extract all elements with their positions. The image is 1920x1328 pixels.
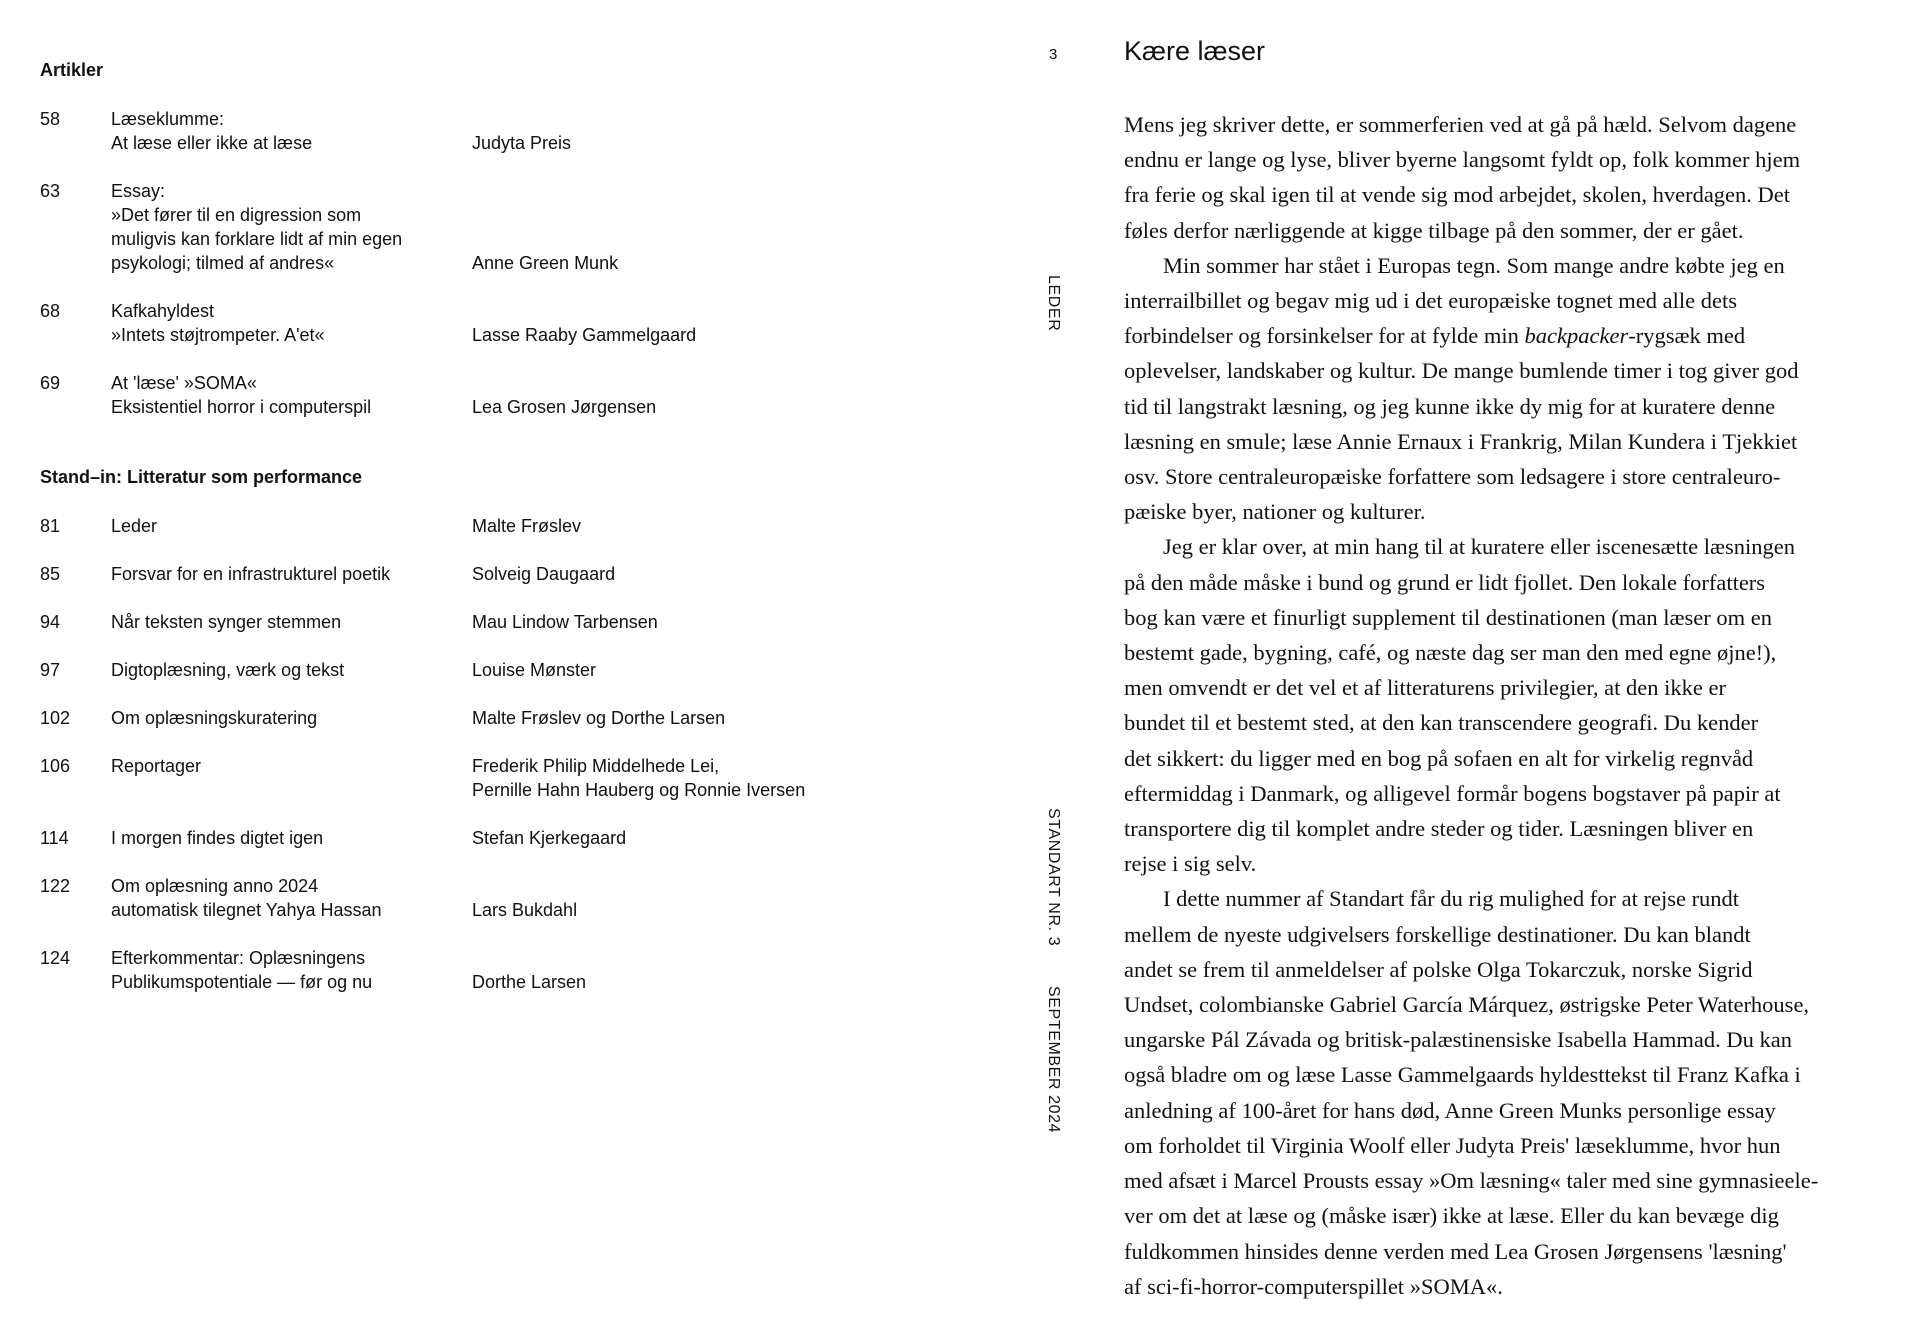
text-line: Jeg er klar over, at min hang til at kuratere eller iscenesætte læsningen bbox=[1163, 534, 1796, 560]
toc-title-line: Digtoplæsning, værk og tekst bbox=[111, 660, 345, 680]
toc-title-line: psykologi; tilmed af andres« bbox=[111, 253, 335, 273]
toc-title-line: I morgen findes digtet igen bbox=[111, 828, 324, 848]
toc-page-number: 122 bbox=[40, 876, 71, 896]
editorial-paragraph bbox=[1124, 881, 1904, 1303]
toc-title-line: Kafkahyldest bbox=[111, 301, 215, 321]
text-line: Undset, colombianske Gabriel García Márquez, østrigske Peter Waterhouse, bbox=[1124, 992, 1810, 1018]
toc-page-number: 102 bbox=[40, 708, 71, 728]
toc-title-line: Efterkommentar: Oplæsningens bbox=[111, 948, 366, 968]
toc-title bbox=[111, 706, 451, 730]
text-line: Min sommer har stået i Europas tegn. Som mange andre købte jeg en bbox=[1163, 252, 1785, 278]
emphasis: backpacker bbox=[1524, 323, 1629, 349]
text-line: bundet til et bestemt sted, at den kan transcendere geografi. Du kender bbox=[1124, 710, 1759, 736]
toc-title-line: Publikumspotentiale — før og nu bbox=[111, 972, 373, 992]
text-line: I dette nummer af Standart får du rig mulighed for at rejse rundt bbox=[1163, 886, 1740, 912]
toc-title-line: At 'læse' »SOMA« bbox=[111, 373, 257, 393]
text-line: fuldkommen hinsides denne verden med Lea Grosen Jørgensens 'læsning' bbox=[1124, 1238, 1787, 1264]
toc-title bbox=[111, 754, 451, 778]
toc-title-line: At læse eller ikke at læse bbox=[111, 133, 313, 153]
toc-title-line: Om oplæsning anno 2024 bbox=[111, 876, 319, 896]
page-number: 3 bbox=[1049, 46, 1058, 63]
text-line: om forholdet til Virginia Woolf eller Judyta Preis' læseklumme, hvor hun bbox=[1124, 1132, 1781, 1158]
toc-title bbox=[111, 610, 451, 634]
toc-title-line: muligvis kan forklare lidt af min egen bbox=[111, 229, 403, 249]
text-line: interrailbillet og begav mig ud i det europæiske tognet med alle dets bbox=[1124, 288, 1737, 314]
text-line: anledning af 100-året for hans død, Anne Green Munks personlige essay bbox=[1124, 1097, 1776, 1123]
toc-title bbox=[111, 826, 451, 850]
toc-author-line: Mau Lindow Tarbensen bbox=[472, 612, 658, 632]
toc-author bbox=[472, 754, 952, 802]
toc-title-line: automatisk tilegnet Yahya Hassan bbox=[111, 900, 382, 920]
toc-author bbox=[472, 826, 952, 850]
toc-title bbox=[111, 371, 451, 419]
text-line: men omvendt er det vel et af litteraturens privilegier, at den ikke er bbox=[1124, 675, 1726, 701]
toc-author-line: Frederik Philip Middelhede Lei, bbox=[472, 756, 720, 776]
text-line: forbindelser og forsinkelser for at fylde min backpacker-rygsæk med bbox=[1124, 323, 1746, 349]
toc-author-line: Malte Frøslev bbox=[472, 516, 582, 536]
toc-author-line: Lea Grosen Jørgensen bbox=[472, 397, 657, 417]
text-line: eftermiddag i Danmark, og alligevel formår bogens bogstaver på papir at bbox=[1124, 780, 1781, 806]
toc-title bbox=[111, 874, 451, 922]
toc-section-heading: Stand–in: Litteratur som performance bbox=[40, 467, 363, 487]
text-line: med afsæt i Marcel Prousts essay »Om læsning« taler med sine gymnasieele- bbox=[1124, 1168, 1819, 1194]
text-line: rejse i sig selv. bbox=[1124, 851, 1257, 877]
toc-author bbox=[472, 514, 952, 538]
toc-title bbox=[111, 107, 451, 155]
toc-author-line: Solveig Daugaard bbox=[472, 564, 616, 584]
toc-author bbox=[472, 251, 952, 275]
toc-author-line: Anne Green Munk bbox=[472, 253, 619, 273]
editorial-title: Kære læser bbox=[1124, 36, 1266, 66]
text-line: endnu er lange og lyse, bliver byerne langsomt fyldt op, folk kommer hjem bbox=[1124, 147, 1801, 173]
running-section-label: LEDER bbox=[1045, 275, 1062, 332]
toc-title bbox=[111, 946, 451, 994]
text-line: fra ferie og skal igen til at vende sig mod arbejdet, skolen, hverdagen. Det bbox=[1124, 182, 1791, 208]
toc-author-line: Stefan Kjerkegaard bbox=[472, 828, 627, 848]
toc-author bbox=[472, 898, 952, 922]
running-date-label: SEPTEMBER 2024 bbox=[1045, 986, 1062, 1134]
toc-page-number: 63 bbox=[40, 181, 61, 201]
toc-page-number: 94 bbox=[40, 612, 61, 632]
running-issue-label: STANDART NR. 3 bbox=[1045, 808, 1062, 947]
text-line: pæiske byer, nationer og kulturer. bbox=[1124, 499, 1426, 525]
toc-title bbox=[111, 562, 451, 586]
toc-title-line: Når teksten synger stemmen bbox=[111, 612, 342, 632]
toc-title bbox=[111, 179, 451, 275]
text-line: Mens jeg skriver dette, er sommerferien ved at gå på hæld. Selvom dagene bbox=[1124, 112, 1797, 137]
text-line: oplevelser, landskaber og kultur. De mange bumlende timer i tog giver god bbox=[1124, 358, 1799, 384]
toc-section-heading: Artikler bbox=[40, 60, 104, 80]
toc-author-line: Louise Mønster bbox=[472, 660, 597, 680]
toc-title-line: Om oplæsningskuratering bbox=[111, 708, 318, 728]
text-line: læsning en smule; læse Annie Ernaux i Frankrig, Milan Kundera i Tjekkiet bbox=[1124, 428, 1798, 454]
editorial-paragraph bbox=[1124, 248, 1904, 530]
toc-title bbox=[111, 658, 451, 682]
toc-title-line: Reportager bbox=[111, 756, 202, 776]
toc-title bbox=[111, 299, 451, 347]
toc-page-number: 68 bbox=[40, 301, 61, 321]
text-line: transportere dig til komplet andre steder og tider. Læsningen bliver en bbox=[1124, 816, 1754, 842]
toc-page-number: 69 bbox=[40, 373, 61, 393]
toc-page-number: 85 bbox=[40, 564, 61, 584]
toc-author bbox=[472, 610, 952, 634]
toc-title-line: Leder bbox=[111, 516, 158, 536]
text-line: osv. Store centraleuropæiske forfattere som ledsagere i store centraleuro- bbox=[1124, 464, 1781, 490]
editorial bbox=[1124, 30, 1904, 1299]
toc-author-line: Lars Bukdahl bbox=[472, 900, 578, 920]
toc-page-number: 81 bbox=[40, 516, 61, 536]
text-line: mellem de nyeste udgivelsers forskellige destinationer. Du kan blandt bbox=[1124, 921, 1751, 947]
toc-title bbox=[111, 514, 451, 538]
toc-author bbox=[472, 658, 952, 682]
toc-title-line: Læseklumme: bbox=[111, 109, 225, 129]
text-line: føles derfor nærliggende at kigge tilbage på den sommer, der er gået. bbox=[1124, 217, 1744, 243]
toc-author bbox=[472, 970, 952, 994]
toc-page-number: 97 bbox=[40, 660, 61, 680]
text-line: af sci-fi-horror-computerspillet »SOMA«. bbox=[1124, 1273, 1503, 1299]
toc-author bbox=[472, 562, 952, 586]
toc-page-number: 106 bbox=[40, 756, 71, 776]
editorial-body bbox=[1124, 107, 1904, 1304]
text-line: bestemt gade, bygning, café, og næste dag ser man den med egne øjne!), bbox=[1124, 640, 1777, 666]
toc-author bbox=[472, 706, 952, 730]
text-line: på den måde måske i bund og grund er lidt fjollet. Den lokale forfatters bbox=[1124, 569, 1766, 595]
toc-author-line: Lasse Raaby Gammelgaard bbox=[472, 325, 697, 345]
toc-author-line: Pernille Hahn Hauberg og Ronnie Iversen bbox=[472, 780, 806, 800]
text-line: bog kan være et finurligt supplement til destinationen (man læser om en bbox=[1124, 604, 1772, 630]
toc-title-line: »Intets støjtrompeter. A'et« bbox=[111, 325, 325, 345]
toc-author bbox=[472, 323, 952, 347]
toc-title-line: Forsvar for en infrastrukturel poetik bbox=[111, 564, 391, 584]
toc-author-line: Judyta Preis bbox=[472, 133, 572, 153]
text-line: det sikkert: du ligger med en bog på sofaen en alt for virkelig regnvåd bbox=[1124, 745, 1754, 771]
toc-title-line: »Det fører til en digression som bbox=[111, 205, 362, 225]
text-line: også bladre om og læse Lasse Gammelgaards hyldesttekst til Franz Kafka i bbox=[1124, 1062, 1801, 1088]
toc-page-number: 124 bbox=[40, 948, 71, 968]
editorial-paragraph bbox=[1124, 529, 1904, 881]
text-line: tid til langstrakt læsning, og jeg kunne ikke dy mig for at kuratere denne bbox=[1124, 393, 1776, 419]
toc-author bbox=[472, 131, 952, 155]
text-line: andet se frem til anmeldelser af polske Olga Tokarczuk, norske Sigrid bbox=[1124, 956, 1753, 982]
toc-author bbox=[472, 395, 952, 419]
text-line: ver om det at læse og (måske især) ikke at læse. Eller du kan bevæge dig bbox=[1124, 1203, 1779, 1229]
toc-author-line: Dorthe Larsen bbox=[472, 972, 587, 992]
toc-page-number: 58 bbox=[40, 109, 61, 129]
toc-title-line: Eksistentiel horror i computerspil bbox=[111, 397, 372, 417]
text-line: ungarske Pál Závada og britisk-palæstinensiske Isabella Hammad. Du kan bbox=[1124, 1027, 1792, 1053]
toc-page-number: 114 bbox=[40, 828, 69, 848]
toc-author-line: Malte Frøslev og Dorthe Larsen bbox=[472, 708, 726, 728]
toc-title-line: Essay: bbox=[111, 181, 166, 201]
editorial-paragraph bbox=[1124, 107, 1904, 248]
